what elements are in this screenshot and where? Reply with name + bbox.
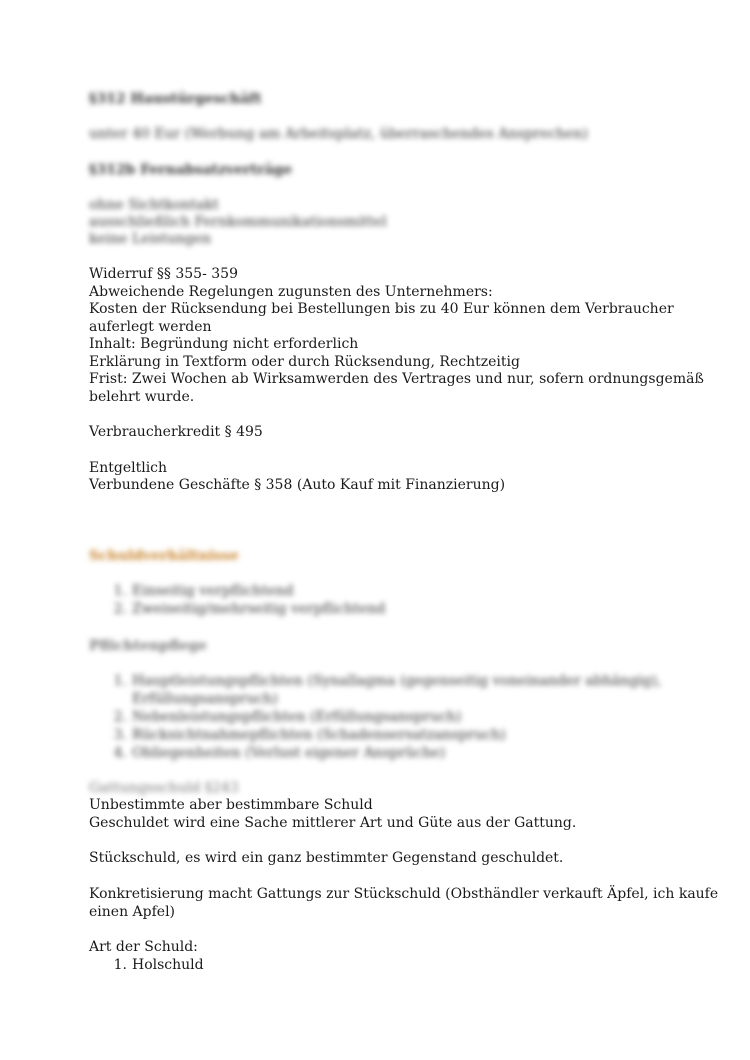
text-line: Inhalt: Begründung nicht erforderlich — [89, 336, 359, 352]
text-line: Erklärung in Textform oder durch Rücksendung, Rechtzeitig — [89, 354, 520, 370]
text-line: Art der Schuld: — [89, 939, 198, 955]
list-text: Hauptleistungspflichten (Synallagma (gegenseitig voneinander abhängig), — [132, 673, 662, 689]
heading-fernabsatz: §312b Fernabsatzverträge — [89, 162, 293, 178]
list-text: Nebenleistungspflichten (Erfüllungsanspruch) — [132, 709, 462, 725]
heading-gattungsschuld: Gattungsschuld §243 — [89, 780, 239, 796]
text-line: Verbraucherkredit § 495 — [89, 424, 263, 440]
list-text: Einseitig verpflichtend — [132, 583, 294, 599]
text-line: Unbestimmte aber bestimmbare Schuld — [89, 797, 373, 813]
heading-haustuergeschaeft: §312 Haustürgeschäft — [89, 91, 262, 107]
list-text: Holschuld — [132, 957, 204, 973]
list-item — [111, 601, 531, 618]
list-text: Erfüllungsanspruch) — [132, 691, 278, 707]
text-line: unter 40 Eur (Werbung am Arbeitsplatz, überraschendes Ansprechen) — [89, 126, 589, 142]
text-line: keine Leistungen — [89, 231, 212, 247]
list-item — [111, 745, 631, 762]
list-number: 3. — [113, 727, 127, 743]
list-item — [111, 709, 631, 726]
text-line: ohne Sichtkontakt — [89, 197, 219, 213]
text-line: Verbundene Geschäfte § 358 (Auto Kauf mit Finanzierung) — [89, 477, 506, 493]
list-number: 1. — [113, 957, 127, 973]
text-line: Geschuldet wird eine Sache mittlerer Art und Güte aus der Gattung. — [89, 815, 577, 831]
text-line: Stückschuld, es wird ein ganz bestimmter Gegenstand geschuldet. — [89, 850, 564, 866]
heading-pflichten: Pflichtenpflege — [89, 638, 207, 654]
text-line: Abweichende Regelungen zugunsten des Unternehmers: — [89, 284, 493, 300]
list-item — [111, 957, 311, 974]
text-line: Kosten der Rücksendung bei Bestellungen bis zu 40 Eur können dem Verbraucher — [89, 301, 674, 317]
text-line: belehrt wurde. — [89, 389, 195, 405]
text-line: einen Apfel) — [89, 904, 176, 920]
list-number: 2. — [113, 601, 127, 617]
list-number: 2. — [113, 709, 127, 725]
list-number: 1. — [113, 673, 127, 689]
list-text: Zweiseitig/mehrseitig verpflichtend — [132, 601, 386, 617]
list-text: Obliegenheiten (Verlust eigener Ansprüche) — [132, 745, 446, 761]
list-item — [111, 673, 662, 690]
list-item — [111, 583, 531, 600]
list-number: 4. — [113, 745, 127, 761]
list-text: Rücksichtnahmepflichten (Schadensersatzanspruch) — [132, 727, 506, 743]
text-line: auferlegt werden — [89, 319, 212, 335]
text-line: Frist: Zwei Wochen ab Wirksamwerden des Vertrages und nur, sofern ordnungsgemäß — [89, 371, 704, 387]
text-line: Entgeltlich — [89, 460, 168, 476]
heading-schuldverhaeltnisse: Schuldverhältnisse — [89, 548, 239, 564]
list-item — [111, 727, 631, 744]
list-item — [111, 691, 631, 708]
text-line: Konkretisierung macht Gattungs zur Stückschuld (Obsthändler verkauft Äpfel, ich kaufe — [89, 886, 719, 902]
text-line: ausschließlich Fernkommunikationsmittel — [89, 214, 387, 230]
text-line: Widerruf §§ 355- 359 — [89, 266, 238, 282]
list-number: 1. — [113, 583, 127, 599]
